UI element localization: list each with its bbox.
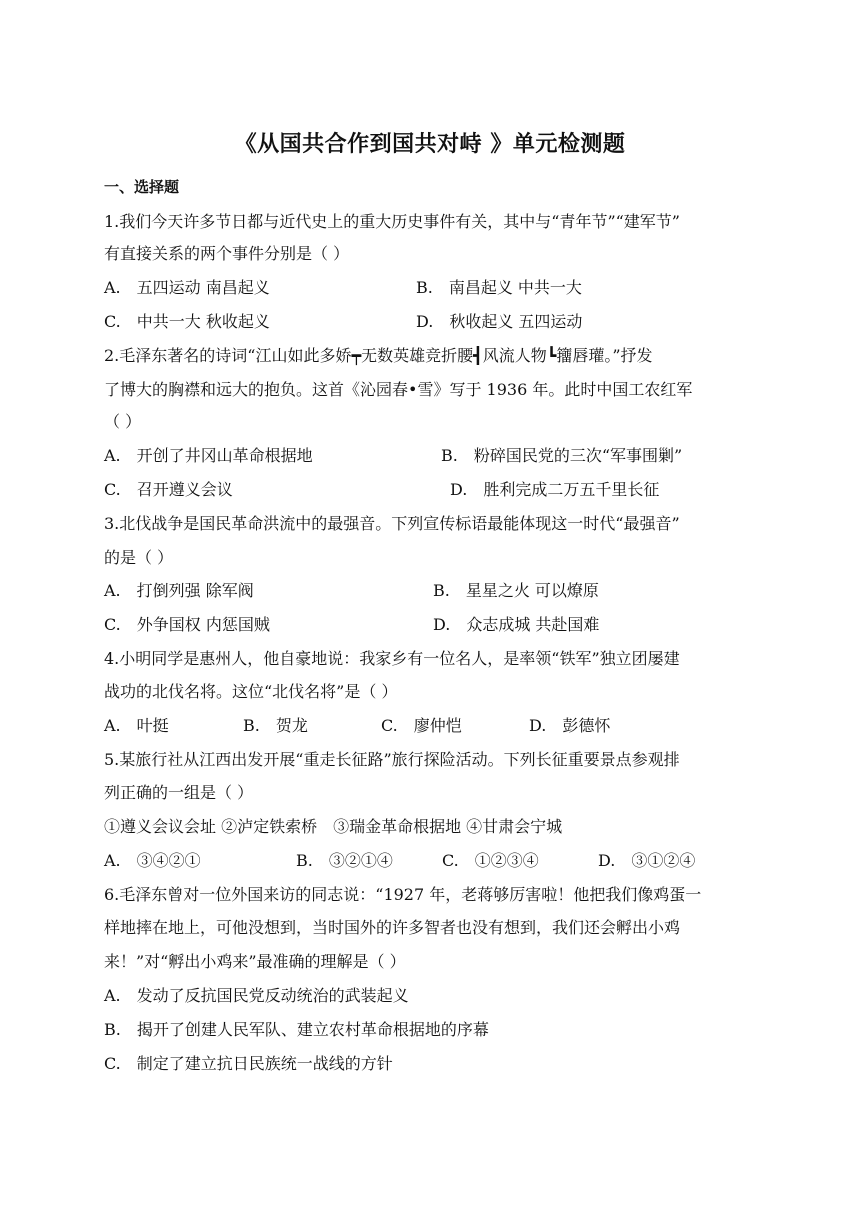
question-5-line-2: 列正确的一组是（ ） (104, 783, 254, 802)
section-heading: 一、选择题 (104, 178, 180, 196)
question-1-line-2: 有直接关系的两个事件分别是（ ） (104, 244, 350, 263)
question-6-line-1: 6.毛泽东曾对一位外国来访的同志说：“1927 年，老蒋够厉害啦！他把我们像鸡蛋一 (104, 885, 702, 904)
question-3-option-c: C. 外争国权 内惩国贼 (104, 615, 270, 634)
page-title: 《从国共合作到国共对峙 》单元检测题 (234, 132, 626, 157)
question-1-option-c: C. 中共一大 秋收起义 (104, 312, 270, 331)
question-5-option-b: B. ③②①④ (296, 851, 393, 870)
question-4-line-1: 4.小明同学是惠州人，他自豪地说：我家乡有一位名人，是率领“铁军”独立团屡建 (104, 649, 680, 668)
question-4-option-c: C. 廖仲恺 (381, 716, 462, 735)
question-2-option-b: B. 粉碎国民党的三次“军事围剿” (441, 446, 683, 465)
question-3-line-1: 3.北伐战争是国民革命洪流中的最强音。下列宣传标语最能体现这一时代“最强音” (104, 514, 680, 533)
question-5-option-a: A. ③④②① (104, 851, 201, 870)
question-2-line-2: 了博大的胸襟和远大的抱负。这首《沁园春•雪》写于 1936 年。此时中国工农红军 (104, 380, 693, 399)
question-5-option-d: D. ③①②④ (598, 851, 696, 870)
question-3-option-a: A. 打倒列强 除军阀 (104, 581, 254, 600)
question-4-option-b: B. 贺龙 (243, 716, 308, 735)
question-2-option-c: C. 召开遵义会议 (104, 480, 233, 499)
question-6-option-c: C. 制定了建立抗日民族统一战线的方针 (104, 1054, 393, 1073)
question-1-line-1: 1.我们今天许多节日都与近代史上的重大历史事件有关，其中与“青年节”“建军节” (104, 212, 680, 231)
question-6-line-2: 样地摔在地上，可他没想到，当时国外的许多智者也没有想到，我们还会孵出小鸡 (104, 918, 681, 937)
question-6-line-3: 来！”对“孵出小鸡来”最准确的理解是（ ） (104, 952, 406, 971)
question-4-option-d: D. 彭德怀 (529, 716, 611, 735)
question-6-option-b: B. 揭开了创建人民军队、建立农村革命根据地的序幕 (104, 1020, 489, 1039)
question-5-option-c: C. ①②③④ (442, 851, 539, 870)
question-2-line-1: 2.毛泽东著名的诗词“江山如此多娇┯无数英雄竞折腰┫风流人物┗籒唇瓘。”抒发 (104, 346, 653, 365)
question-3-line-2: 的是（ ） (104, 548, 174, 567)
question-2-option-a: A. 开创了井冈山革命根据地 (104, 446, 313, 465)
question-4-option-a: A. 叶挺 (104, 716, 169, 735)
question-5-line-3: ①遵义会议会址 ②泸定铁索桥 ③瑞金革命根据地 ④甘肃会宁城 (104, 817, 563, 836)
question-2-line-3: （ ） (104, 412, 142, 431)
question-5-line-1: 5.某旅行社从江西出发开展“重走长征路”旅行探险活动。下列长征重要景点参观排 (104, 750, 680, 769)
question-3-option-b: B. 星星之火 可以燎原 (433, 581, 599, 600)
question-1-option-d: D. 秋收起义 五四运动 (416, 312, 583, 331)
question-3-option-d: D. 众志成城 共赴国难 (433, 615, 600, 634)
question-1-option-b: B. 南昌起义 中共一大 (416, 278, 582, 297)
question-1-option-a: A. 五四运动 南昌起义 (104, 278, 270, 297)
question-2-option-d: D. 胜利完成二万五千里长征 (450, 480, 660, 499)
question-6-option-a: A. 发动了反抗国民党反动统治的武装起义 (104, 986, 409, 1005)
question-4-line-2: 战功的北伐名将。这位“北伐名将”是（ ） (104, 682, 398, 701)
